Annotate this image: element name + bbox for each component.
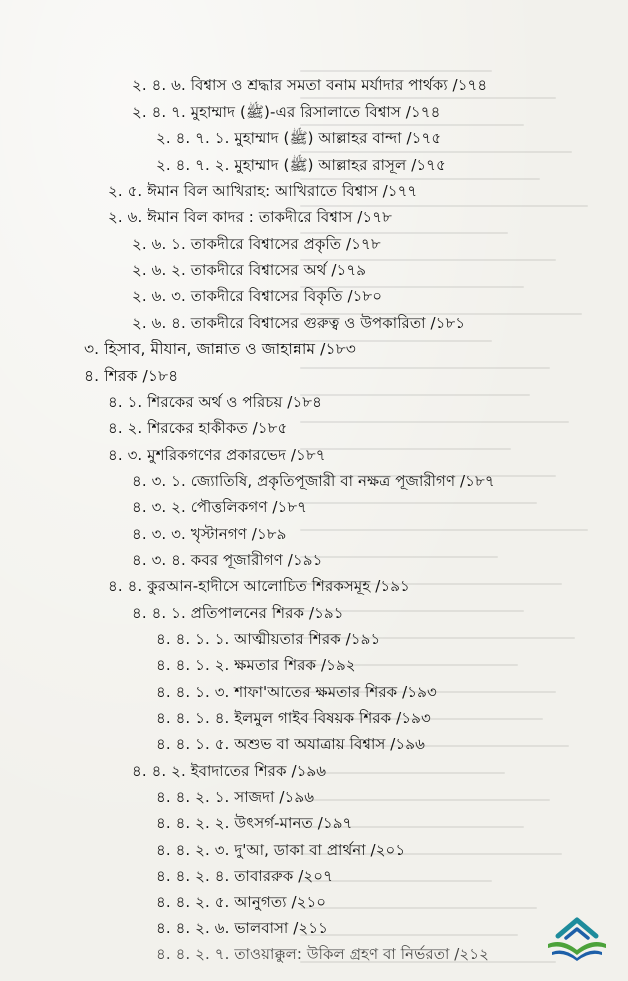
toc-entry: ৪. ৪. ২. ২. উৎসর্গ-মানত /১৯৭ (156, 814, 353, 832)
toc-entry: ৪. ৩. ৩. খৃস্টানগণ /১৮৯ (132, 525, 287, 543)
toc-entry: ৪. ৩. ৪. কবর পূজারীগণ /১৯১ (132, 551, 323, 569)
toc-entry: ৪. ৪. ২. ৫. আনুগত্য /২১০ (156, 893, 327, 911)
toc-entry: ৪. ৪. ২. ১. সাজদা /১৯৬ (156, 788, 315, 806)
toc-entry: ৪. ৩. মুশরিকগণের প্রকারভেদ /১৮৭ (108, 446, 326, 464)
toc-entry: ৪. ৪. কুরআন-হাদীসে আলোচিত শিরকসমূহ /১৯১ (108, 577, 410, 595)
toc-entry: ২. ৬. ৩. তাকদীরে বিশ্বাসের বিকৃতি /১৮০ (132, 287, 383, 305)
toc-entry: ৪. ৪. ২. ৬. ভালবাসা /২১১ (156, 919, 328, 937)
toc-entry: ২. ৪. ৭. ২. মুহাম্মাদ (ﷺ) আল্লাহর রাসূল /১৭৫ (156, 156, 446, 174)
toc-entry: ৪. ৪. ১. ৫. অশুভ বা অযাত্রায় বিশ্বাস /১৯৬ (156, 735, 425, 753)
toc-entry: ২. ৪. ৭. ১. মুহাম্মাদ (ﷺ) আল্লাহর বান্দা /১৭৫ (156, 129, 442, 147)
toc-entry: ২. ৬. ২. তাকদীরে বিশ্বাসের অর্থ /১৭৯ (132, 261, 367, 279)
toc-entry: ৪. ৪. ২. ৭. তাওয়াক্কুল: উকিল গ্রহণ বা নির্ভরতা /২১২ (156, 945, 489, 963)
toc-entry: ৪. ৪. ১. প্রতিপালনের শিরক /১৯১ (132, 604, 344, 622)
book-publisher-logo-icon (544, 914, 610, 964)
toc-entry: ২. ৬. ১. তাকদীরে বিশ্বাসের প্রকৃতি /১৭৮ (132, 235, 381, 253)
toc-entry: ৪. ২. শিরকের হাকীকত /১৮৫ (108, 419, 288, 437)
toc-entry: ২. ৬. ৪. তাকদীরে বিশ্বাসের গুরুত্ব ও উপকারিতা /১৮১ (132, 314, 466, 332)
toc-entry: ২. ৪. ৬. বিশ্বাস ও শ্রদ্ধার সমতা বনাম মর্যাদার পার্থক্য /১৭৪ (132, 76, 488, 94)
toc-entry: ২. ৬. ঈমান বিল কাদর : তাকদীরে বিশ্বাস /১৭৮ (108, 208, 392, 226)
toc-entry: ৪. ৪. ১. ২. ক্ষমতার শিরক /১৯২ (156, 656, 356, 674)
toc-entry: ৪. শিরক /১৮৪ (84, 367, 179, 385)
toc-entry: ৪. ৩. ২. পৌত্তলিকগণ /১৮৭ (132, 498, 308, 516)
toc-entry: ২. ৪. ৭. মুহাম্মাদ (ﷺ)-এর রিসালাতে বিশ্বাস /১৭৪ (132, 103, 441, 121)
toc-entry: ৪. ৪. ১. ৪. ইলমুল গাইব বিষয়ক শিরক /১৯৩ (156, 709, 431, 727)
toc-entry: ২. ৫. ঈমান বিল আখিরাহ: আখিরাতে বিশ্বাস /১৭৭ (108, 182, 418, 200)
toc-entry: ৪. ১. শিরকের অর্থ ও পরিচয় /১৮৪ (108, 393, 322, 411)
toc-entry: ৪. ৪. ২. ৩. দু'আ, ডাকা বা প্রার্থনা /২০১ (156, 841, 406, 859)
toc-entry: ৩. হিসাব, মীযান, জান্নাত ও জাহান্নাম /১৮৩ (84, 340, 356, 358)
toc-entry: ৪. ৪. ১. ১. আত্মীয়তার শিরক /১৯১ (156, 630, 381, 648)
toc-entry: ৪. ৩. ১. জ্যোতিষি, প্রকৃতিপূজারী বা নক্ষত্র পূজারীগণ /১৮৭ (132, 472, 495, 490)
toc-entry: ৪. ৪. ২. ইবাদাতের শিরক /১৯৬ (132, 762, 327, 780)
toc-entry: ৪. ৪. ২. ৪. তাবাররুক /২০৭ (156, 867, 333, 885)
toc-entry: ৪. ৪. ১. ৩. শাফা'আতের ক্ষমতার শিরক /১৯৩ (156, 683, 437, 701)
